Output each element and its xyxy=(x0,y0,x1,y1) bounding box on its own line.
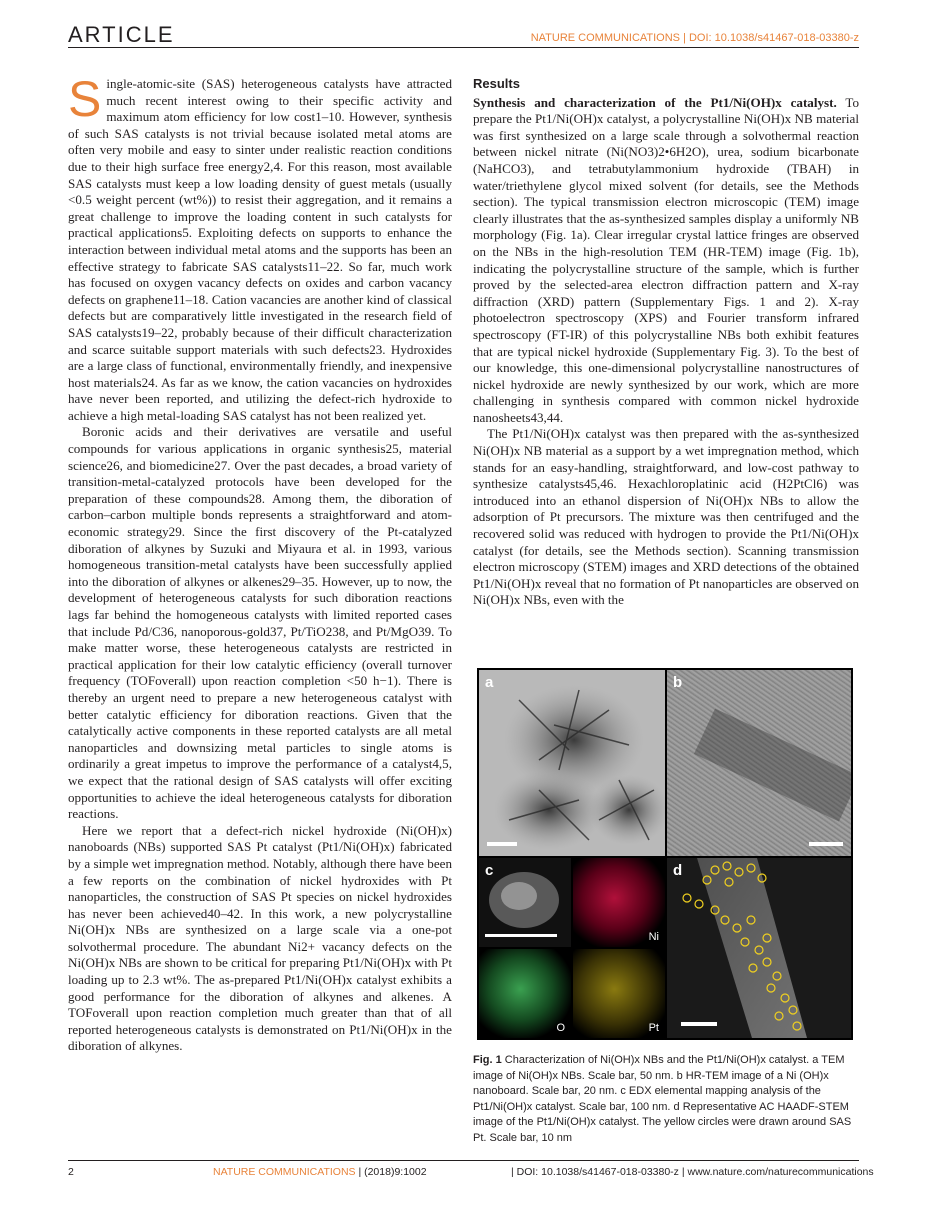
left-column xyxy=(68,71,452,1055)
nanoboard-cluster xyxy=(479,670,665,856)
o-map xyxy=(479,949,571,1038)
paragraph: Here we report that a defect-rich nickel hydroxide (Ni(OH)x) nanoboards (NBs) supported SAS Pt catalyst (Pt1/Ni(OH)x) fabricated by a simple wet impregnation method. Notably, although there have been a few reports on the combination of nickel hydroxides with Pt nanoparticles, the construction of SAS Pt species on nickel hydroxides has never been achieved40–42. In this work, a new polycrystalline Ni(OH)x NBs are synthesized on a large scale via a one-pot solvothermal procedure. The abundant Ni2+ vacancy defects on the Ni(OH)x NBs are shown to be critical for preparing Pt1/Ni(OH)x with Pt loading up to 2.3 wt%. The as-prepared Pt1/Ni(OH)x catalyst exhibits a good performance for the diboration of alkynes and alkenes. A TOFoverall upon reaction completion much greater than that of all reported heterogeneous catalysts is demonstrated on Pt1/Ni(OH)x in the diboration of alkynes. xyxy=(68,822,452,1054)
page-number: 2 xyxy=(68,1166,74,1178)
paragraph-text: ingle-atomic-site (SAS) heterogeneous catalysts have attracted much recent interest owing to their specific activity and maximum atom efficiency for low cost1–10. However, synthesis of such SAS catalysts is not trivial because isolated metal atoms are often very mobile and easy to sinter under realistic reaction conditions due to their high surface free energy2,4. For this reason, most available SAS catalysts must keep a low loading density of guest metals (usually <0.5 weight percent (wt%)) to resist their aggregation, and it remains a great challenge to improve the loading content in such catalysts for practical applications5. Exploiting defects on supports to enhance the interaction between individual metal atoms and the supports has been an effective strategy to fabricate SAS catalysts11–22. So far, much work has focused on oxygen vacancy defects on oxides and carbon vacancy defects on graphene11–18. Cation vacancies are another kind of classical defects but are comparatively little investigated in the research field of SAS catalysts19–22, probably because of their difficult characterization and scarce suitable support materials with such defects23. Hydroxides are a large class of functional, environmentally friendly, and inexpensive host materials24. As far as we know, the cation vacancies on hydroxides have never been reported, and utilizing the defect-rich hydroxide to achieve a high metal-loading SAS catalyst has not been realized yet. xyxy=(68,76,452,423)
intro-paragraph xyxy=(68,71,452,424)
ni-map xyxy=(573,858,665,947)
paragraph-text: To prepare the Pt1/Ni(OH)x catalyst, a polycrystalline Ni(OH)x NB material was first synthesized on a large scale through a solvothermal reaction between nickel nitrate (Ni(NO3)2•6H2O), urea, sodium bicarbonate (NaHCO3), and tetrabutylammonium hydroxide (TBAH) in water/triethylene glycol mixed solvent (for details, see the Methods section). The typical transmission electron microscopic (TEM) image clearly illustrates that the as-synthesized samples display a uniformly NB morphology (Fig. 1a). Clear irregular crystal lattice fringes are observed on the NBs in the high-resolution TEM (HR-TEM) image (Fig. 1b), indicating the polycrystalline structure of the sample, which is further proved by the selected-area electron diffraction pattern and X-ray diffraction (XRD) pattern (Supplementary Figs. 1 and 2). X-ray photoelectron spectroscopy (XPS) and Fourier transform infrared spectroscopy (FT-IR) of this polycrystalline NBs both exhibit features that are typical nickel hydroxide (Supplementary Fig. 3). To the best of our knowledge, this one-dimensional polycrystalline nanostructures of nickel hydroxide are newly synthesized by our work, which are more challenging in synthesis compared with common nickel hydroxide nanosheets43,44. xyxy=(473,94,859,425)
header-rule xyxy=(68,47,859,48)
nanoboard-band xyxy=(694,709,851,822)
pt-map xyxy=(573,949,665,1038)
scale-bar-d xyxy=(681,1022,717,1026)
results-paragraph xyxy=(473,95,859,427)
paragraph: The Pt1/Ni(OH)x catalyst was then prepared with the as-synthesized Ni(OH)x NB material as a support by a wet impregnation method, which stands for an easy-handling, straightforward, and low-cost pathway to synthesize catalysts45,46. Hexachloroplatinic acid (H2PtCl6) was introduced into an ethanol dispersion of Ni(OH)x NBs to allow the adsorption of Pt precursors. The mixture was then centrifuged and the recovered solid was reduced with hydrogen to provide the Pt1/Ni(OH)x catalyst (for details, see the Methods section). Scanning transmission electron microscopy (STEM) images and XRD detections of the obtained Pt1/Ni(OH)x reveal that no formation of Pt nanoparticles are observed on Ni(OH)x NBs, even with the xyxy=(473,426,859,608)
pt-map-label: Pt xyxy=(648,1022,659,1034)
scale-bar-c xyxy=(485,934,557,937)
ni-map-label: Ni xyxy=(648,931,659,943)
journal-doi-header[interactable]: NATURE COMMUNICATIONS | DOI: 10.1038/s41467-018-03380-z xyxy=(530,32,859,44)
scale-bar-b xyxy=(809,842,843,846)
caption-fig-label: Fig. 1 xyxy=(473,1054,502,1066)
panel-label-a: a xyxy=(485,674,494,691)
panel-a-tem-image xyxy=(479,670,665,856)
caption-text: Characterization of Ni(OH)x NBs and the Pt1/Ni(OH)x catalyst. a TEM image of Ni(OH)x NBs. Scale bar, 50 nm. b HR-TEM image of a Ni (OH)x nanoboard. Scale bar, 20 nm. c EDX elemental mapping analysis of the Pt1/Ni(OH)x catalyst. Scale bar, 100 nm. d Representative AC HAADF-STEM image of the Pt1/Ni(OH)x catalyst. The yellow circles were drawn around SAS Pt. Scale bar, 10 nm xyxy=(473,1054,852,1144)
figure-caption xyxy=(473,1053,859,1147)
drop-cap: S xyxy=(68,71,102,127)
subheading: Synthesis and characterization of the Pt1/Ni(OH)x catalyst. xyxy=(473,94,837,110)
right-column xyxy=(473,76,859,609)
stem-image xyxy=(667,858,851,1038)
footer-citation: | (2018)9:1002 xyxy=(358,1166,427,1178)
footer-journal-name[interactable]: NATURE COMMUNICATIONS xyxy=(213,1166,356,1178)
panel-c-edx-mapping xyxy=(479,858,665,1038)
panel-label-c: c xyxy=(485,862,494,879)
panel-d-haadf-stem xyxy=(667,858,851,1038)
paragraph: Boronic acids and their derivatives are versatile and useful compounds for various applications in organic synthesis25, material science26, and biomedicine27. Over the past decades, a broad variety of transition-metal-catalyzed protocols have been developed for the preparation of these compounds28. Among them, the diboration of carbon–carbon multiple bonds represents a straightforward and atom-economic strategy29. Since the first discovery of the Pt-catalyzed diboration of alkynes by Suzuki and Miyaura et al. in 1993, various homogeneous transition-metal catalysts have been successfully applied into the diboration of alkynes or alkenes29–35. However, up to now, the development of heterogeneous catalysts for such diboration reactions lags far behind the homogeneous catalysts with limited reported cases that include Pd/C36, nanoporous-gold37, Pt/TiO238, and Pt/MgO39. To make matter worse, these heterogeneous catalysts are restricted in practical application for their low catalytic efficiency (overall turnover frequency (TOFoverall) upon reaction completion <50 h−1). There is thereby an urgent need to prepare a new heterogeneous catalyst with better catalytic efficiency for diboration reactions. Given that the catalytically active components in these reported catalysts are all metal nanoparticles and downsizing metal particles to single atoms is ordinarily a great impetus to improve the performance of a catalyst4,5, we expect that the rational design of SAS catalysts will offer exciting opportunities to achieve the ideal heterogeneous catalysts for diboration reactions. xyxy=(68,424,452,822)
article-label: ARTICLE xyxy=(68,22,175,47)
panel-label-d: d xyxy=(673,862,683,879)
o-map-label: O xyxy=(556,1022,565,1034)
section-title: Results xyxy=(473,76,520,91)
scale-bar-a xyxy=(487,842,517,846)
panel-b-hrtem-image xyxy=(667,670,851,856)
panel-label-b: b xyxy=(673,674,683,691)
footer-doi[interactable]: | DOI: 10.1038/s41467-018-03380-z | www.nature.com/naturecommunications xyxy=(511,1166,874,1178)
figure-1 xyxy=(477,668,853,1040)
footer-rule xyxy=(68,1160,859,1161)
footer-journal xyxy=(213,1166,427,1178)
